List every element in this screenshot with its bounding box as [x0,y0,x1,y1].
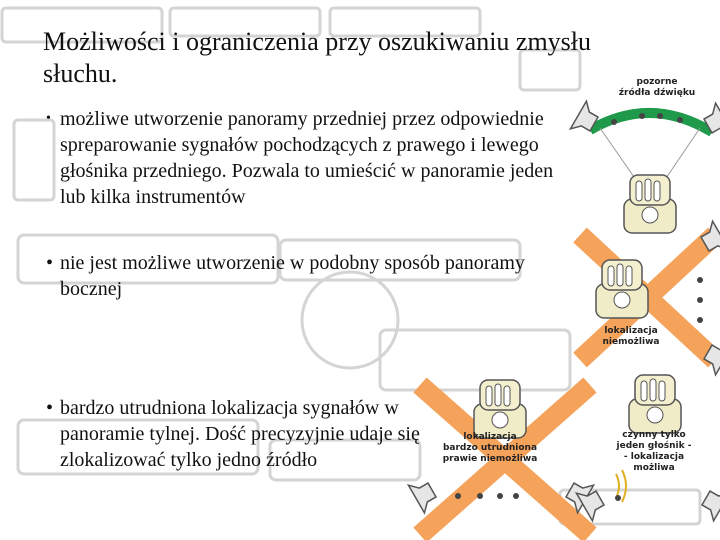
caption-rear-difficult: lokalizacja bardzo utrudniona prawie niemożliwa [442,432,538,464]
front-panorama-diagram [570,101,720,233]
guitar-icon [697,317,703,323]
bullet-text: nie jest możliwe utworzenie w podobny sposób panoramy bocznej [60,252,525,300]
bullet-text: bardzo utrudniona lokalizacja sygnałów w panoramie tylnej. Dość precyzyjnie udaje się zlokalizować tylko jedno źródło [60,397,420,471]
side-panorama-diagram [580,221,720,375]
listener-icon [624,175,676,233]
drum-icon [611,119,617,125]
slide-title: Możliwości i ograniczenia przy oszukiwaniu zmysłu słuchu. [43,27,592,88]
bullet-marker: • [46,252,54,274]
bullet-marker: • [46,397,54,419]
bullet-marker: • [46,111,51,126]
guitar-icon [615,495,621,501]
phantom-source-arc [590,113,712,132]
sound-wave-icon [622,470,626,502]
bullet-text: możliwe utworzenie panoramy przedniej przez odpowiednie spreparowanie sygnałów pochodzących z prawego i lewego głośnika przedniego. Pozwala to umieścić w panoramie jeden lub kilka instrumentów [60,108,554,208]
listener-icon [474,380,526,438]
drum-icon [455,493,461,499]
guitar-icon [513,493,519,499]
listener-icon [629,375,681,433]
violin-icon [657,113,663,119]
violin-icon [697,297,703,303]
piano-icon [639,113,645,119]
drum-icon [697,277,703,283]
violin-icon [497,493,503,499]
piano-icon [477,493,483,499]
caption-side-impossible: lokalizacja niemożliwa [602,326,660,347]
rear-right-speaker-icon [698,484,720,521]
caption-rear-single-speaker: czynny tylko jeden głośnik - - lokalizacja możliwa [616,430,692,473]
caption-phantom-sources: pozorne źródła dźwięku [618,77,696,98]
left-speaker-icon [570,101,602,138]
listener-icon [596,260,648,318]
guitar-icon [677,117,683,123]
rear-left-speaker-icon [408,476,440,513]
sound-wave-icon [616,474,619,498]
